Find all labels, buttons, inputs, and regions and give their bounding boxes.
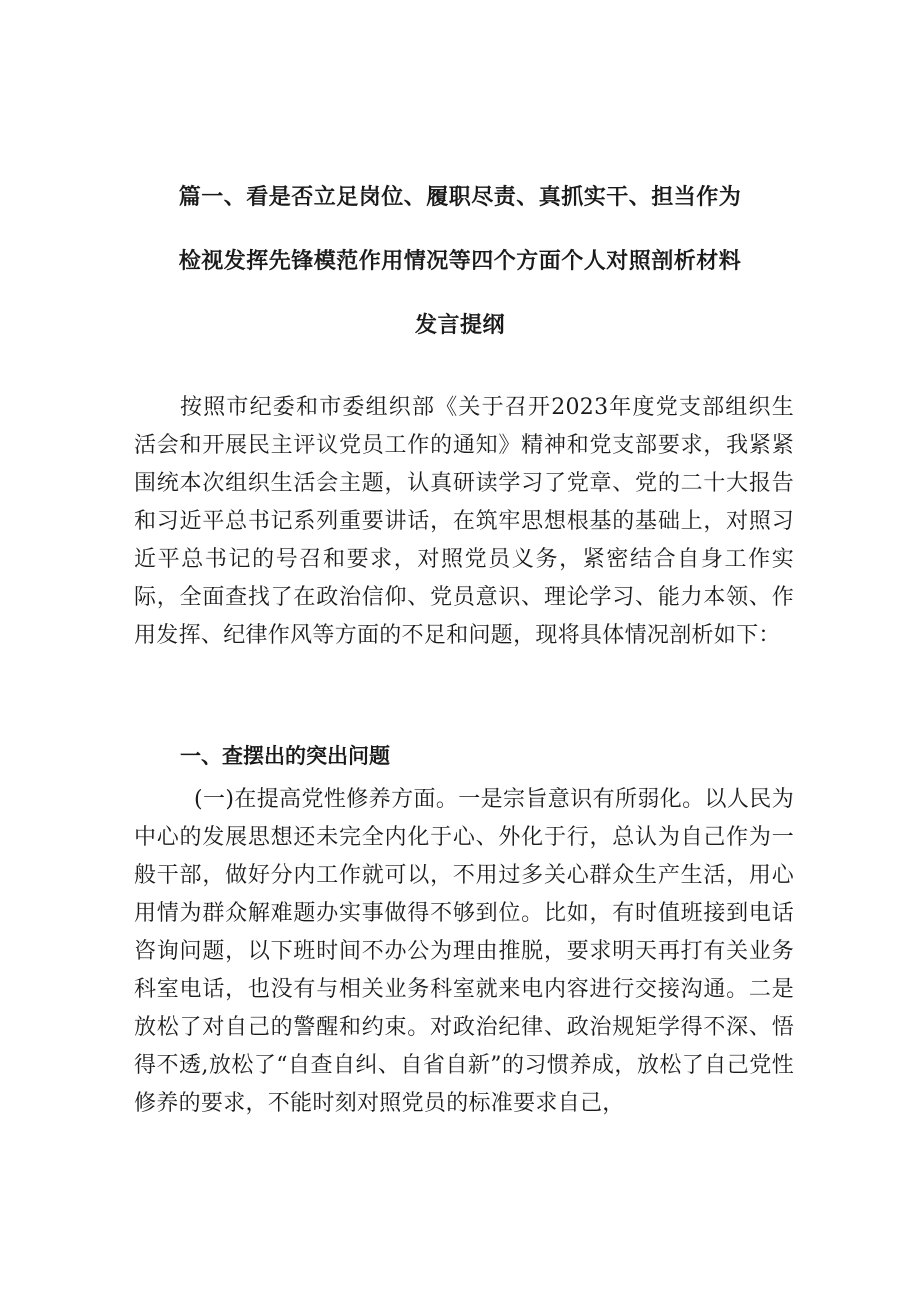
title-line-1: 篇一、看是否立足岗位、履职尽责、真抓实干、担当作为 — [178, 185, 742, 210]
section-paragraph: (一)在提高党性修养方面。一是宗旨意识有所弱化。以人民为中心的发展思想还未完全内化于心、外化于行，总认为自己作为一般干部，做好分内工作就可以，不用过多关心群众生产生活，用心用情为群众解难题办实事做得不够到位。比如，有时值班接到电话咨询问题，以下班时间不办公为理由推脱，要求明天再打有关业务科室电话，也没有与相关业务科室就来电内容进行交接沟通。二是放松了对自己的警醒和约束。对政治纪律、政治规矩学得不深、悟得不透,放松了“自查自纠、自省自新”的习惯养成，放松了自己党性修养的要求，不能时刻对照党员的标准要求自己， — [134, 787, 794, 1116]
intro-paragraph: 按照市纪委和市委组织部《关于召开2023年度党支部组织生活会和开展民主评议党员工作的通知》精神和党支部要求，我紧紧围统本次组织生活会主题，认真研读学习了党章、党的二十大报告和习近平总书记系列重要讲话，在筑牢思想根基的基础上，对照习近平总书记的号召和要求，对照党员义务，紧密结合自身工作实际，全面查找了在政治信仰、党员意识、理论学习、能力本领、作用发挥、纪律作风等方面的不足和问题，现将具体情况剖析如下： — [134, 395, 794, 648]
title-line-3: 发言提纲 — [414, 313, 505, 338]
title-line-2: 检视发挥先锋模范作用情况等四个方面个人对照剖析材料 — [178, 249, 742, 274]
section-heading: 一、查摆出的突出问题 — [180, 744, 390, 768]
document-title — [0, 166, 920, 358]
